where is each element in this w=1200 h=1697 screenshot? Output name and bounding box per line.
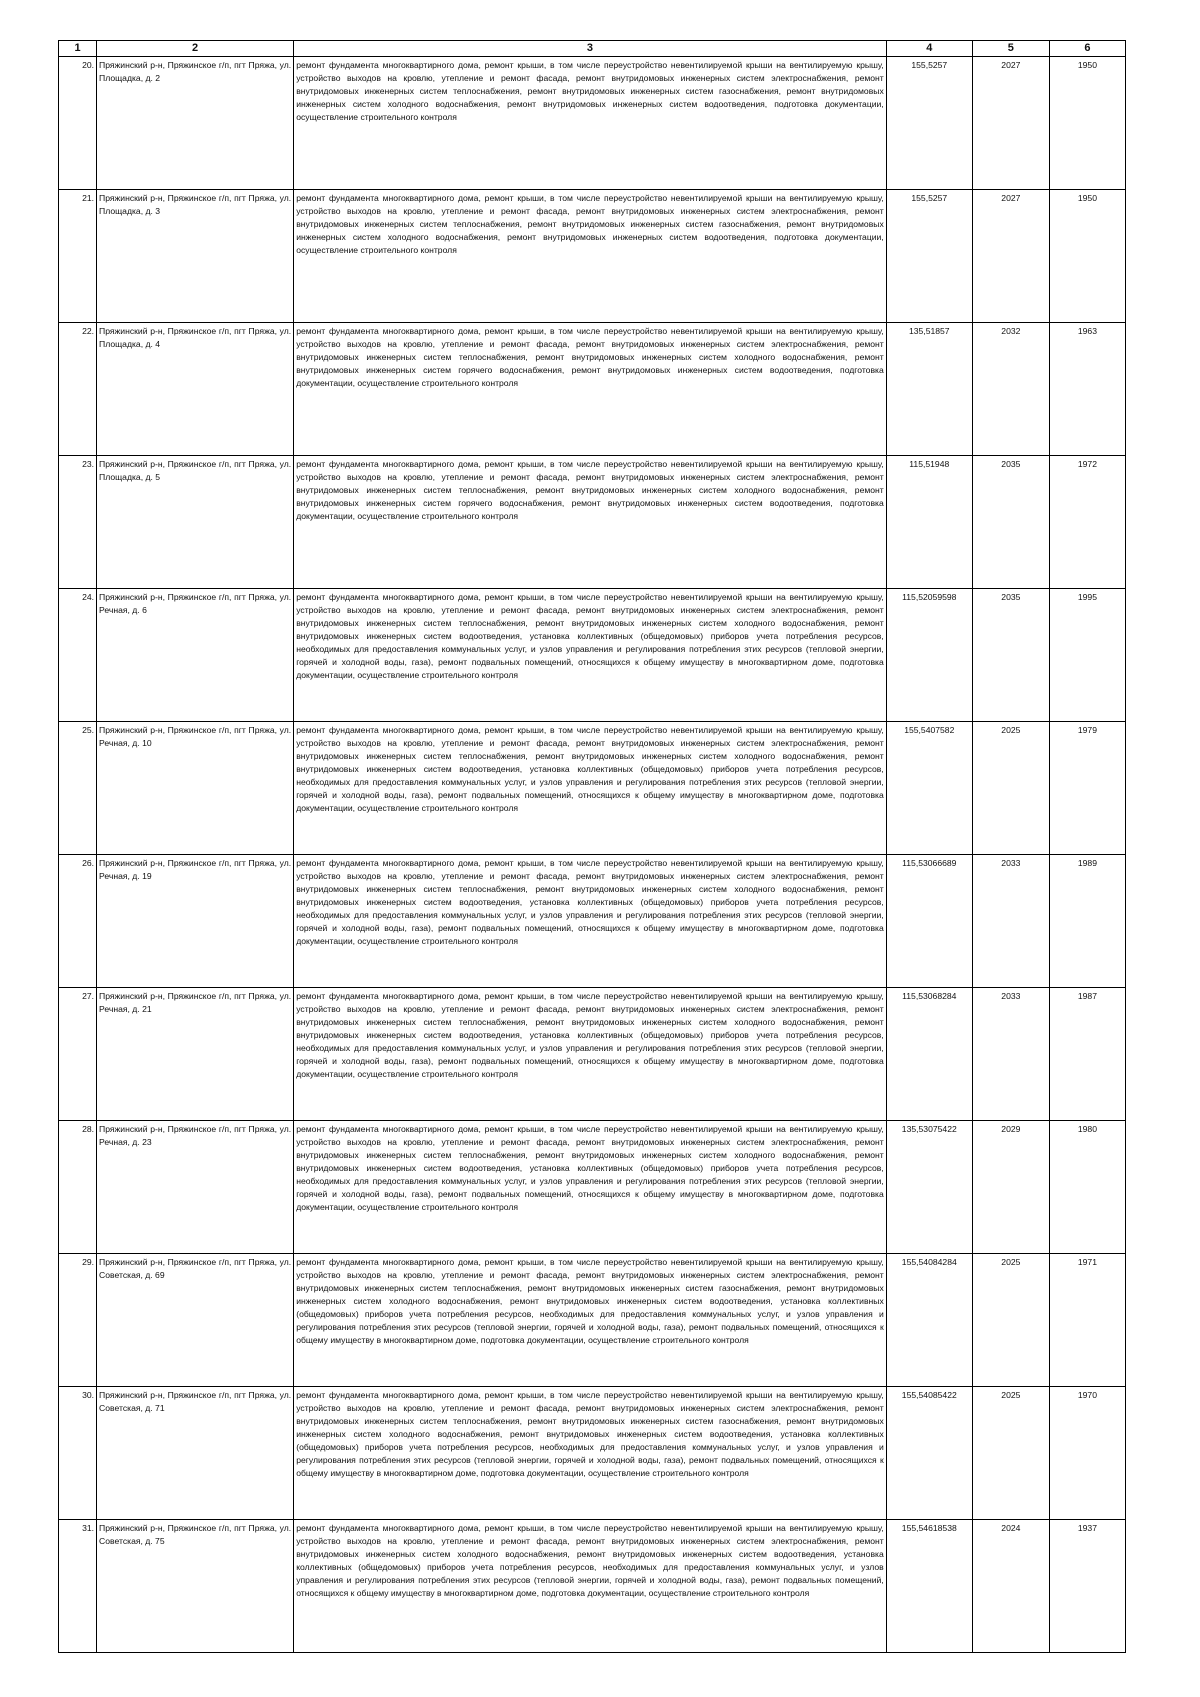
address-cell: Пряжинский р-н, Пряжинское г/п, пгт Пряжа, ул. Советская, д. 71: [97, 1387, 294, 1520]
works-cell: ремонт фундамента многоквартирного дома, ремонт крыши, в том числе переустройство невентилируемой крыши на вентилируемую крышу, устройство выходов на кровлю, утепление и ремонт фасада, ремонт внутридомовых инженерных систем электроснабжения, ремонт внутридомовых инженерных систем теплоснабжения, ремонт внутридомовых инженерных систем холодного водоснабжения, ремонт внутридомовых инженерных систем горячего водоснабжения, ремонт внутридомовых инженерных систем водоотведения, подготовка документации, осуществление строительного контроля: [294, 323, 887, 456]
column-header: 2: [97, 41, 294, 57]
repair-period-cell: 2033: [972, 855, 1049, 988]
table-row: [59, 722, 1126, 855]
repair-period-cell: 2027: [972, 57, 1049, 190]
build-year-cell: 1979: [1049, 722, 1125, 855]
column-header: 4: [886, 41, 972, 57]
cost-cell: 115,51948: [886, 456, 972, 589]
repair-period-cell: 2035: [972, 589, 1049, 722]
table-row: [59, 1121, 1126, 1254]
cost-cell: 155,54618538: [886, 1520, 972, 1653]
column-header: 6: [1049, 41, 1125, 57]
header-row: [59, 41, 1126, 57]
address-cell: Пряжинский р-н, Пряжинское г/п, пгт Пряжа, ул. Советская, д. 75: [97, 1520, 294, 1653]
column-header: 1: [59, 41, 97, 57]
table-row: [59, 456, 1126, 589]
repair-period-cell: 2024: [972, 1520, 1049, 1653]
works-cell: ремонт фундамента многоквартирного дома, ремонт крыши, в том числе переустройство невентилируемой крыши на вентилируемую крышу, устройство выходов на кровлю, утепление и ремонт фасада, ремонт внутридомовых инженерных систем электроснабжения, ремонт внутридомовых инженерных систем теплоснабжения, ремонт внутридомовых инженерных систем газоснабжения, ремонт внутридомовых инженерных систем холодного водоснабжения, ремонт внутридомовых инженерных систем водоотведения, установка коллективных (общедомовых) приборов учета потребления ресурсов, необходимых для предоставления коммунальных услуг, и узлов управления и регулирования потребления этих ресурсов (тепловой энергии, горячей и холодной воды, газа), ремонт подвальных помещений, относящихся к общему имуществу в многоквартирном доме, подготовка документации, осуществление строительного контроля: [294, 1254, 887, 1387]
repair-period-cell: 2025: [972, 1254, 1049, 1387]
row-number-cell: 23.: [59, 456, 97, 589]
build-year-cell: 1950: [1049, 57, 1125, 190]
works-cell: ремонт фундамента многоквартирного дома, ремонт крыши, в том числе переустройство невентилируемой крыши на вентилируемую крышу, устройство выходов на кровлю, утепление и ремонт фасада, ремонт внутридомовых инженерных систем электроснабжения, ремонт внутридомовых инженерных систем теплоснабжения, ремонт внутридомовых инженерных систем холодного водоснабжения, ремонт внутридомовых инженерных систем водоотведения, установка коллективных (общедомовых) приборов учета потребления ресурсов, необходимых для предоставления коммунальных услуг, и узлов управления и регулирования потребления этих ресурсов (тепловой энергии, горячей и холодной воды, газа), ремонт подвальных помещений, относящихся к общему имуществу в многоквартирном доме, подготовка документации, осуществление строительного контроля: [294, 1121, 887, 1254]
row-number-cell: 21.: [59, 190, 97, 323]
build-year-cell: 1972: [1049, 456, 1125, 589]
build-year-cell: 1980: [1049, 1121, 1125, 1254]
works-cell: ремонт фундамента многоквартирного дома, ремонт крыши, в том числе переустройство невентилируемой крыши на вентилируемую крышу, устройство выходов на кровлю, утепление и ремонт фасада, ремонт внутридомовых инженерных систем электроснабжения, ремонт внутридомовых инженерных систем теплоснабжения, ремонт внутридомовых инженерных систем газоснабжения, ремонт внутридомовых инженерных систем холодного водоснабжения, ремонт внутридомовых инженерных систем водоотведения, подготовка документации, осуществление строительного контроля: [294, 190, 887, 323]
works-cell: ремонт фундамента многоквартирного дома, ремонт крыши, в том числе переустройство невентилируемой крыши на вентилируемую крышу, устройство выходов на кровлю, утепление и ремонт фасада, ремонт внутридомовых инженерных систем электроснабжения, ремонт внутридомовых инженерных систем теплоснабжения, ремонт внутридомовых инженерных систем газоснабжения, ремонт внутридомовых инженерных систем холодного водоснабжения, ремонт внутридомовых инженерных систем водоотведения, установка коллективных (общедомовых) приборов учета потребления ресурсов, необходимых для предоставления коммунальных услуг, и узлов управления и регулирования потребления этих ресурсов (тепловой энергии, горячей и холодной воды, газа), ремонт подвальных помещений, относящихся к общему имуществу в многоквартирном доме, подготовка документации, осуществление строительного контроля: [294, 1387, 887, 1520]
works-cell: ремонт фундамента многоквартирного дома, ремонт крыши, в том числе переустройство невентилируемой крыши на вентилируемую крышу, устройство выходов на кровлю, утепление и ремонт фасада, ремонт внутридомовых инженерных систем электроснабжения, ремонт внутридомовых инженерных систем теплоснабжения, ремонт внутридомовых инженерных систем холодного водоснабжения, ремонт внутридомовых инженерных систем горячего водоснабжения, ремонт внутридомовых инженерных систем водоотведения, подготовка документации, осуществление строительного контроля: [294, 456, 887, 589]
table-row: [59, 190, 1126, 323]
row-number-cell: 20.: [59, 57, 97, 190]
repair-period-cell: 2033: [972, 988, 1049, 1121]
cost-cell: 155,54085422: [886, 1387, 972, 1520]
table-row: [59, 855, 1126, 988]
table-row: [59, 1254, 1126, 1387]
row-number-cell: 27.: [59, 988, 97, 1121]
works-cell: ремонт фундамента многоквартирного дома, ремонт крыши, в том числе переустройство невентилируемой крыши на вентилируемую крышу, устройство выходов на кровлю, утепление и ремонт фасада, ремонт внутридомовых инженерных систем электроснабжения, ремонт внутридомовых инженерных систем холодного водоснабжения, ремонт внутридомовых инженерных систем водоотведения, установка коллективных (общедомовых) приборов учета потребления ресурсов, необходимых для предоставления коммунальных услуг, и узлов управления и регулирования потребления этих ресурсов (тепловой энергии, горячей и холодной воды, газа), ремонт подвальных помещений, относящихся к общему имуществу в многоквартирном доме, подготовка документации, осуществление строительного контроля: [294, 1520, 887, 1653]
table-row: [59, 988, 1126, 1121]
address-cell: Пряжинский р-н, Пряжинское г/п, пгт Пряжа, ул. Речная, д. 19: [97, 855, 294, 988]
cost-cell: 115,53068284: [886, 988, 972, 1121]
works-cell: ремонт фундамента многоквартирного дома, ремонт крыши, в том числе переустройство невентилируемой крыши на вентилируемую крышу, устройство выходов на кровлю, утепление и ремонт фасада, ремонт внутридомовых инженерных систем электроснабжения, ремонт внутридомовых инженерных систем теплоснабжения, ремонт внутридомовых инженерных систем газоснабжения, ремонт внутридомовых инженерных систем холодного водоснабжения, ремонт внутридомовых инженерных систем водоотведения, подготовка документации, осуществление строительного контроля: [294, 57, 887, 190]
row-number-cell: 29.: [59, 1254, 97, 1387]
works-cell: ремонт фундамента многоквартирного дома, ремонт крыши, в том числе переустройство невентилируемой крыши на вентилируемую крышу, устройство выходов на кровлю, утепление и ремонт фасада, ремонт внутридомовых инженерных систем электроснабжения, ремонт внутридомовых инженерных систем теплоснабжения, ремонт внутридомовых инженерных систем холодного водоснабжения, ремонт внутридомовых инженерных систем водоотведения, установка коллективных (общедомовых) приборов учета потребления ресурсов, необходимых для предоставления коммунальных услуг, и узлов управления и регулирования потребления этих ресурсов (тепловой энергии, горячей и холодной воды, газа), ремонт подвальных помещений, относящихся к общему имуществу в многоквартирном доме, подготовка документации, осуществление строительного контроля: [294, 722, 887, 855]
cost-cell: 155,54084284: [886, 1254, 972, 1387]
works-cell: ремонт фундамента многоквартирного дома, ремонт крыши, в том числе переустройство невентилируемой крыши на вентилируемую крышу, устройство выходов на кровлю, утепление и ремонт фасада, ремонт внутридомовых инженерных систем электроснабжения, ремонт внутридомовых инженерных систем теплоснабжения, ремонт внутридомовых инженерных систем холодного водоснабжения, ремонт внутридомовых инженерных систем водоотведения, установка коллективных (общедомовых) приборов учета потребления ресурсов, необходимых для предоставления коммунальных услуг, и узлов управления и регулирования потребления этих ресурсов (тепловой энергии, горячей и холодной воды, газа), ремонт подвальных помещений, относящихся к общему имуществу в многоквартирном доме, подготовка документации, осуществление строительного контроля: [294, 988, 887, 1121]
build-year-cell: 1970: [1049, 1387, 1125, 1520]
row-number-cell: 22.: [59, 323, 97, 456]
works-cell: ремонт фундамента многоквартирного дома, ремонт крыши, в том числе переустройство невентилируемой крыши на вентилируемую крышу, устройство выходов на кровлю, утепление и ремонт фасада, ремонт внутридомовых инженерных систем электроснабжения, ремонт внутридомовых инженерных систем теплоснабжения, ремонт внутридомовых инженерных систем холодного водоснабжения, ремонт внутридомовых инженерных систем водоотведения, установка коллективных (общедомовых) приборов учета потребления ресурсов, необходимых для предоставления коммунальных услуг, и узлов управления и регулирования потребления этих ресурсов (тепловой энергии, горячей и холодной воды, газа), ремонт подвальных помещений, относящихся к общему имуществу в многоквартирном доме, подготовка документации, осуществление строительного контроля: [294, 855, 887, 988]
address-cell: Пряжинский р-н, Пряжинское г/п, пгт Пряжа, ул. Площадка, д. 2: [97, 57, 294, 190]
row-number-cell: 24.: [59, 589, 97, 722]
repair-period-cell: 2029: [972, 1121, 1049, 1254]
table-row: [59, 1387, 1126, 1520]
build-year-cell: 1989: [1049, 855, 1125, 988]
column-header: 5: [972, 41, 1049, 57]
address-cell: Пряжинский р-н, Пряжинское г/п, пгт Пряжа, ул. Речная, д. 23: [97, 1121, 294, 1254]
repair-period-cell: 2032: [972, 323, 1049, 456]
row-number-cell: 26.: [59, 855, 97, 988]
cost-cell: 155,5407582: [886, 722, 972, 855]
address-cell: Пряжинский р-н, Пряжинское г/п, пгт Пряжа, ул. Речная, д. 10: [97, 722, 294, 855]
cost-cell: 155,5257: [886, 57, 972, 190]
column-header: 3: [294, 41, 887, 57]
works-cell: ремонт фундамента многоквартирного дома, ремонт крыши, в том числе переустройство невентилируемой крыши на вентилируемую крышу, устройство выходов на кровлю, утепление и ремонт фасада, ремонт внутридомовых инженерных систем электроснабжения, ремонт внутридомовых инженерных систем теплоснабжения, ремонт внутридомовых инженерных систем холодного водоснабжения, ремонт внутридомовых инженерных систем водоотведения, установка коллективных (общедомовых) приборов учета потребления ресурсов, необходимых для предоставления коммунальных услуг, и узлов управления и регулирования потребления этих ресурсов (тепловой энергии, горячей и холодной воды, газа), ремонт подвальных помещений, относящихся к общему имуществу в многоквартирном доме, подготовка документации, осуществление строительного контроля: [294, 589, 887, 722]
table-row: [59, 589, 1126, 722]
address-cell: Пряжинский р-н, Пряжинское г/п, пгт Пряжа, ул. Площадка, д. 5: [97, 456, 294, 589]
row-number-cell: 31.: [59, 1520, 97, 1653]
buildings-table: [58, 40, 1126, 1653]
cost-cell: 115,52059598: [886, 589, 972, 722]
table-row: [59, 1520, 1126, 1653]
build-year-cell: 1963: [1049, 323, 1125, 456]
build-year-cell: 1937: [1049, 1520, 1125, 1653]
cost-cell: 115,53066689: [886, 855, 972, 988]
cost-cell: 135,51857: [886, 323, 972, 456]
address-cell: Пряжинский р-н, Пряжинское г/п, пгт Пряжа, ул. Речная, д. 6: [97, 589, 294, 722]
repair-period-cell: 2025: [972, 722, 1049, 855]
repair-period-cell: 2027: [972, 190, 1049, 323]
build-year-cell: 1950: [1049, 190, 1125, 323]
cost-cell: 135,53075422: [886, 1121, 972, 1254]
row-number-cell: 25.: [59, 722, 97, 855]
row-number-cell: 30.: [59, 1387, 97, 1520]
row-number-cell: 28.: [59, 1121, 97, 1254]
repair-period-cell: 2035: [972, 456, 1049, 589]
cost-cell: 155,5257: [886, 190, 972, 323]
build-year-cell: 1987: [1049, 988, 1125, 1121]
address-cell: Пряжинский р-н, Пряжинское г/п, пгт Пряжа, ул. Площадка, д. 4: [97, 323, 294, 456]
address-cell: Пряжинский р-н, Пряжинское г/п, пгт Пряжа, ул. Площадка, д. 3: [97, 190, 294, 323]
table-row: [59, 57, 1126, 190]
repair-period-cell: 2025: [972, 1387, 1049, 1520]
table-row: [59, 323, 1126, 456]
build-year-cell: 1995: [1049, 589, 1125, 722]
address-cell: Пряжинский р-н, Пряжинское г/п, пгт Пряжа, ул. Речная, д. 21: [97, 988, 294, 1121]
build-year-cell: 1971: [1049, 1254, 1125, 1387]
address-cell: Пряжинский р-н, Пряжинское г/п, пгт Пряжа, ул. Советская, д. 69: [97, 1254, 294, 1387]
table-body: [59, 57, 1126, 1653]
